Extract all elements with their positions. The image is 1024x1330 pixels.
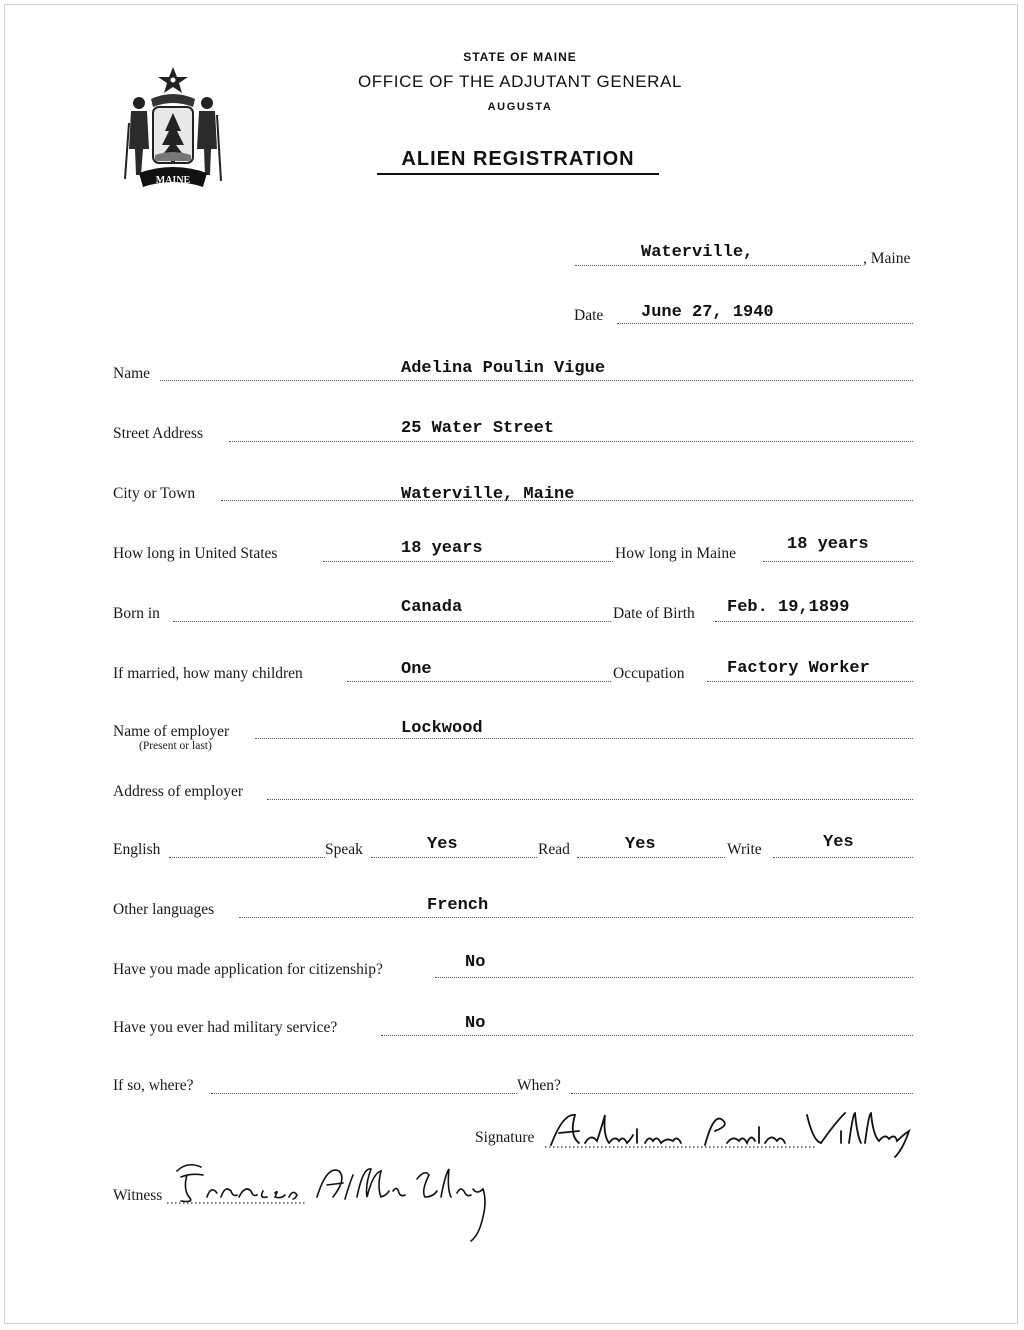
born-in-label: Born in <box>113 605 160 622</box>
how-long-us-label: How long in United States <box>113 545 278 562</box>
date-label: Date <box>574 307 604 324</box>
city-or-town-label: City or Town <box>113 485 196 502</box>
children-label: If married, how many children <box>113 665 303 682</box>
citizenship-line <box>435 977 913 978</box>
english-line <box>169 857 325 858</box>
employer-address-label: Address of employer <box>113 783 243 800</box>
maine-state-seal-icon <box>117 63 229 193</box>
speak-label: Speak <box>325 841 363 858</box>
state-heading: STATE OF MAINE <box>463 50 577 64</box>
how-long-maine-label: How long in Maine <box>615 545 736 562</box>
date-line <box>617 323 913 324</box>
employer-address-line <box>267 799 913 800</box>
location-line <box>575 265 861 266</box>
how-long-maine-line <box>763 561 913 562</box>
employer-value: Lockwood <box>401 719 483 738</box>
registration-form <box>4 4 1018 1324</box>
date-of-birth-value: Feb. 19,1899 <box>727 598 850 617</box>
children-value: One <box>401 660 432 679</box>
english-label: English <box>113 841 161 858</box>
write-line <box>773 857 913 858</box>
occupation-line <box>707 681 913 682</box>
born-in-value: Canada <box>401 598 463 617</box>
where-label: If so, where? <box>113 1077 194 1094</box>
military-value: No <box>465 1014 486 1033</box>
citizenship-value: No <box>465 953 486 972</box>
when-label: When? <box>517 1077 561 1094</box>
write-value: Yes <box>823 833 854 852</box>
how-long-maine-value: 18 years <box>787 535 869 554</box>
occupation-value: Factory Worker <box>727 659 870 678</box>
where-line <box>211 1093 517 1094</box>
witness-label: Witness <box>113 1187 163 1204</box>
military-line <box>381 1035 913 1036</box>
signature-label: Signature <box>475 1129 535 1146</box>
write-label: Write <box>727 841 762 858</box>
city-or-town-value: Waterville, Maine <box>401 485 575 504</box>
citizenship-label: Have you made application for citizenship? <box>113 961 383 978</box>
witness-handwriting <box>167 1155 527 1245</box>
employer-label: Name of employer <box>113 723 230 740</box>
speak-value: Yes <box>427 835 458 854</box>
how-long-us-line <box>323 561 613 562</box>
date-value: June 27, 1940 <box>641 303 774 322</box>
occupation-label: Occupation <box>613 665 685 682</box>
location-state-label: , Maine <box>863 250 911 267</box>
name-line <box>160 380 913 381</box>
street-address-line <box>229 441 913 442</box>
name-value: Adelina Poulin Vigue <box>401 359 606 378</box>
employer-sublabel: (Present or last) <box>139 740 212 752</box>
employer-line <box>255 738 913 739</box>
name-label: Name <box>113 365 151 382</box>
location-city-value: Waterville, <box>641 243 754 262</box>
city-heading: AUGUSTA <box>487 101 553 113</box>
how-long-us-value: 18 years <box>401 539 483 558</box>
street-address-label: Street Address <box>113 425 203 442</box>
other-languages-value: French <box>427 896 489 915</box>
military-label: Have you ever had military service? <box>113 1019 338 1036</box>
form-title: ALIEN REGISTRATION <box>377 148 659 175</box>
svg-text:MAINE: MAINE <box>155 175 191 186</box>
street-address-value: 25 Water Street <box>401 419 555 438</box>
children-line <box>347 681 611 682</box>
born-in-line <box>173 621 611 622</box>
read-value: Yes <box>625 835 656 854</box>
when-line <box>571 1093 913 1094</box>
read-line <box>577 857 725 858</box>
other-languages-line <box>239 917 913 918</box>
speak-line <box>371 857 537 858</box>
read-label: Read <box>538 841 570 858</box>
date-of-birth-label: Date of Birth <box>613 605 695 622</box>
date-of-birth-line <box>715 621 913 622</box>
signature-handwriting <box>545 1105 925 1161</box>
office-heading: OFFICE OF THE ADJUTANT GENERAL <box>357 72 683 91</box>
other-languages-label: Other languages <box>113 901 215 918</box>
